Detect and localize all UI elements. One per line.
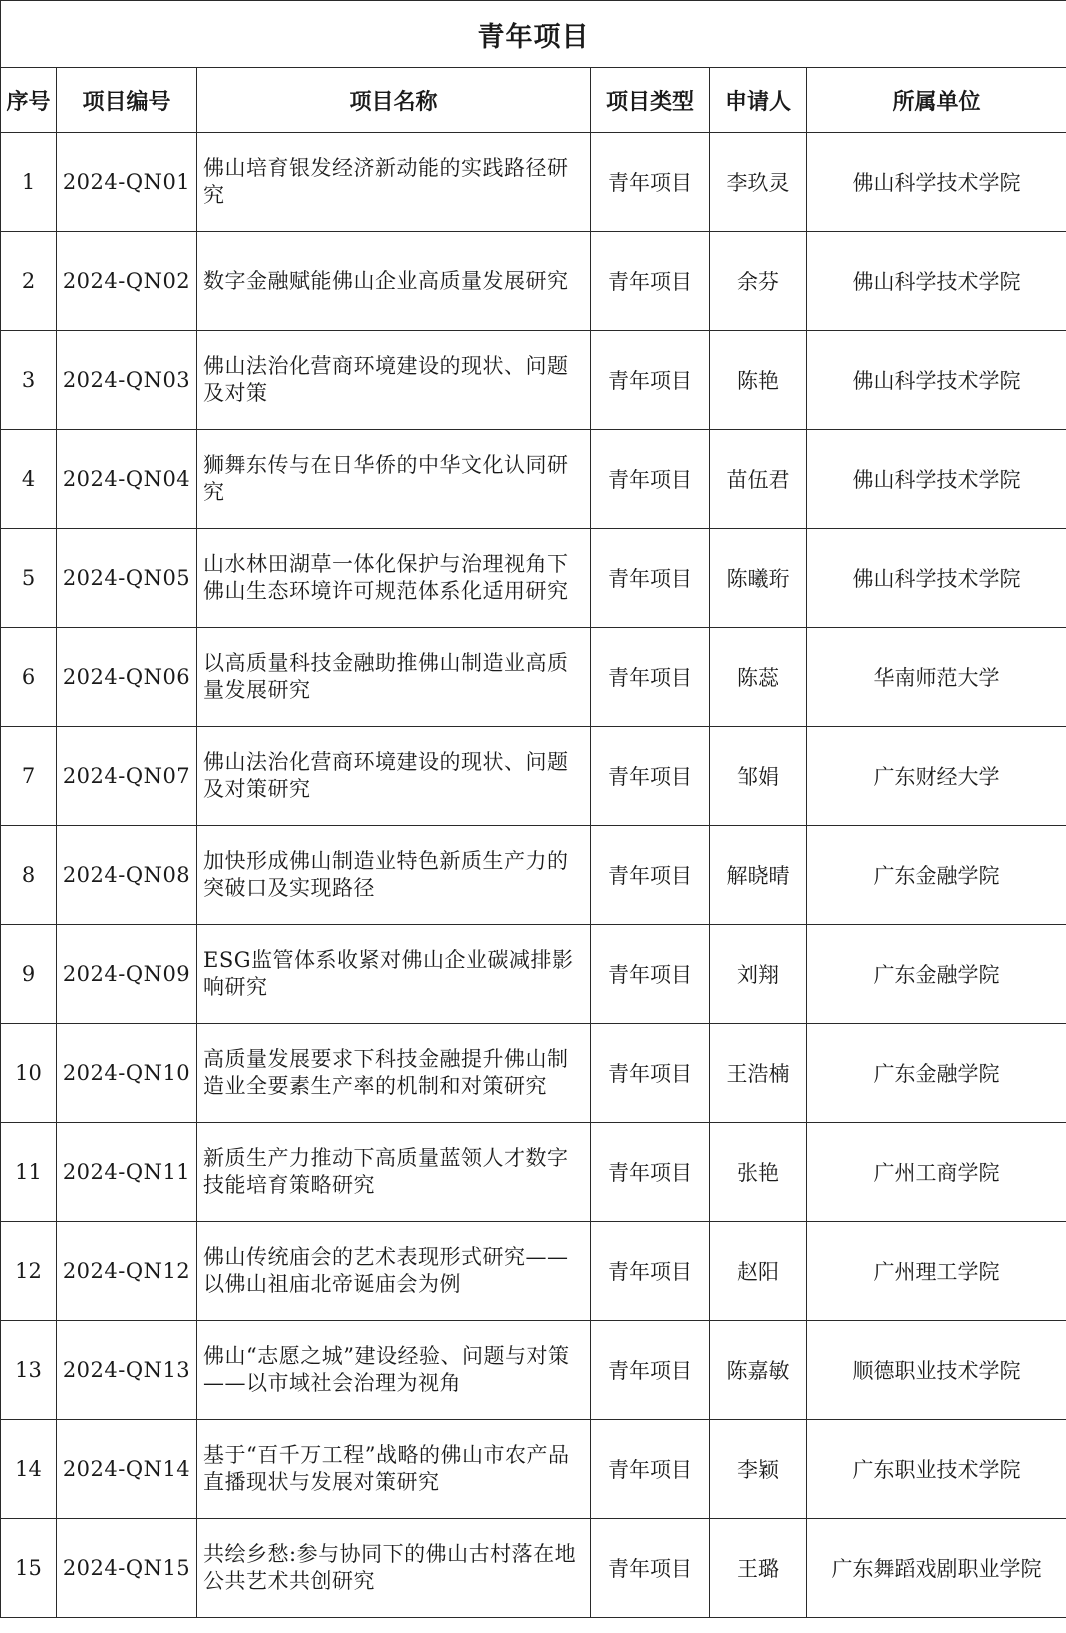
table-row: [1, 529, 1066, 628]
cell-unit: 华南师范大学: [807, 628, 1066, 727]
cell-applicant: 李颖: [710, 1420, 807, 1519]
cell-code: 2024-QN10: [57, 1024, 197, 1123]
cell-type: 青年项目: [591, 232, 710, 331]
cell-index: 4: [1, 430, 57, 529]
cell-applicant: 陈艳: [710, 331, 807, 430]
cell-name: 狮舞东传与在日华侨的中华文化认同研究: [197, 430, 591, 529]
cell-applicant: 王浩楠: [710, 1024, 807, 1123]
table-row: [1, 727, 1066, 826]
cell-unit: 广州工商学院: [807, 1123, 1066, 1222]
cell-type: 青年项目: [591, 1222, 710, 1321]
table-body: [1, 133, 1066, 1618]
table-row: [1, 1123, 1066, 1222]
cell-unit: 佛山科学技术学院: [807, 133, 1066, 232]
cell-type: 青年项目: [591, 1123, 710, 1222]
cell-code: 2024-QN02: [57, 232, 197, 331]
cell-type: 青年项目: [591, 331, 710, 430]
column-header-applicant: 申请人: [710, 68, 807, 133]
cell-type: 青年项目: [591, 430, 710, 529]
cell-name: 高质量发展要求下科技金融提升佛山制造业全要素生产率的机制和对策研究: [197, 1024, 591, 1123]
cell-index: 8: [1, 826, 57, 925]
cell-name: 新质生产力推动下高质量蓝领人才数字技能培育策略研究: [197, 1123, 591, 1222]
cell-unit: 顺德职业技术学院: [807, 1321, 1066, 1420]
cell-index: 10: [1, 1024, 57, 1123]
cell-applicant: 张艳: [710, 1123, 807, 1222]
table-row: [1, 133, 1066, 232]
cell-name: 佛山传统庙会的艺术表现形式研究——以佛山祖庙北帝诞庙会为例: [197, 1222, 591, 1321]
cell-applicant: 陈嘉敏: [710, 1321, 807, 1420]
table-title: 青年项目: [1, 1, 1066, 68]
cell-type: 青年项目: [591, 727, 710, 826]
column-header-code: 项目编号: [57, 68, 197, 133]
cell-index: 11: [1, 1123, 57, 1222]
cell-code: 2024-QN08: [57, 826, 197, 925]
cell-type: 青年项目: [591, 1420, 710, 1519]
table-row: [1, 925, 1066, 1024]
column-header-unit: 所属单位: [807, 68, 1066, 133]
cell-applicant: 王璐: [710, 1519, 807, 1618]
cell-unit: 广东金融学院: [807, 1024, 1066, 1123]
table-row: [1, 232, 1066, 331]
cell-unit: 佛山科学技术学院: [807, 232, 1066, 331]
cell-name: 佛山培育银发经济新动能的实践路径研究: [197, 133, 591, 232]
table-row: [1, 1321, 1066, 1420]
cell-applicant: 赵阳: [710, 1222, 807, 1321]
cell-unit: 广东金融学院: [807, 826, 1066, 925]
table-row: [1, 628, 1066, 727]
cell-type: 青年项目: [591, 826, 710, 925]
column-header-type: 项目类型: [591, 68, 710, 133]
cell-applicant: 苗伍君: [710, 430, 807, 529]
cell-code: 2024-QN07: [57, 727, 197, 826]
cell-unit: 广东职业技术学院: [807, 1420, 1066, 1519]
table-row: [1, 1420, 1066, 1519]
cell-type: 青年项目: [591, 529, 710, 628]
cell-applicant: 余芬: [710, 232, 807, 331]
column-header-index: 序号: [1, 68, 57, 133]
cell-name: 共绘乡愁:参与协同下的佛山古村落在地公共艺术共创研究: [197, 1519, 591, 1618]
cell-code: 2024-QN13: [57, 1321, 197, 1420]
cell-applicant: 李玖灵: [710, 133, 807, 232]
cell-index: 12: [1, 1222, 57, 1321]
cell-name: 基于“百千万工程”战略的佛山市农产品直播现状与发展对策研究: [197, 1420, 591, 1519]
cell-unit: 佛山科学技术学院: [807, 529, 1066, 628]
cell-type: 青年项目: [591, 1024, 710, 1123]
table-header-row: [1, 68, 1066, 133]
cell-unit: 广东金融学院: [807, 925, 1066, 1024]
cell-type: 青年项目: [591, 133, 710, 232]
cell-code: 2024-QN05: [57, 529, 197, 628]
cell-code: 2024-QN14: [57, 1420, 197, 1519]
table-row: [1, 1519, 1066, 1618]
cell-name: ESG监管体系收紧对佛山企业碳减排影响研究: [197, 925, 591, 1024]
cell-name: 佛山法治化营商环境建设的现状、问题及对策: [197, 331, 591, 430]
cell-code: 2024-QN15: [57, 1519, 197, 1618]
cell-index: 3: [1, 331, 57, 430]
cell-applicant: 邹娟: [710, 727, 807, 826]
cell-index: 1: [1, 133, 57, 232]
cell-unit: 广东舞蹈戏剧职业学院: [807, 1519, 1066, 1618]
cell-index: 6: [1, 628, 57, 727]
cell-type: 青年项目: [591, 628, 710, 727]
cell-index: 14: [1, 1420, 57, 1519]
cell-code: 2024-QN12: [57, 1222, 197, 1321]
cell-type: 青年项目: [591, 1519, 710, 1618]
cell-applicant: 刘翔: [710, 925, 807, 1024]
cell-code: 2024-QN06: [57, 628, 197, 727]
cell-index: 15: [1, 1519, 57, 1618]
cell-applicant: 陈蕊: [710, 628, 807, 727]
cell-name: 加快形成佛山制造业特色新质生产力的突破口及实现路径: [197, 826, 591, 925]
cell-type: 青年项目: [591, 1321, 710, 1420]
cell-applicant: 陈曦珩: [710, 529, 807, 628]
cell-code: 2024-QN04: [57, 430, 197, 529]
cell-name: 以高质量科技金融助推佛山制造业高质量发展研究: [197, 628, 591, 727]
table-title-row: [1, 1, 1066, 68]
cell-name: 佛山“志愿之城”建设经验、问题与对策——以市域社会治理为视角: [197, 1321, 591, 1420]
cell-code: 2024-QN11: [57, 1123, 197, 1222]
cell-name: 佛山法治化营商环境建设的现状、问题及对策研究: [197, 727, 591, 826]
cell-code: 2024-QN09: [57, 925, 197, 1024]
table-row: [1, 1222, 1066, 1321]
column-header-name: 项目名称: [197, 68, 591, 133]
cell-index: 9: [1, 925, 57, 1024]
cell-index: 13: [1, 1321, 57, 1420]
cell-unit: 广东财经大学: [807, 727, 1066, 826]
cell-index: 2: [1, 232, 57, 331]
cell-applicant: 解晓晴: [710, 826, 807, 925]
table-row: [1, 1024, 1066, 1123]
cell-name: 数字金融赋能佛山企业高质量发展研究: [197, 232, 591, 331]
cell-unit: 佛山科学技术学院: [807, 331, 1066, 430]
cell-index: 5: [1, 529, 57, 628]
table-row: [1, 826, 1066, 925]
cell-name: 山水林田湖草一体化保护与治理视角下佛山生态环境许可规范体系化适用研究: [197, 529, 591, 628]
cell-type: 青年项目: [591, 925, 710, 1024]
cell-code: 2024-QN03: [57, 331, 197, 430]
table-row: [1, 430, 1066, 529]
table-row: [1, 331, 1066, 430]
cell-index: 7: [1, 727, 57, 826]
cell-unit: 佛山科学技术学院: [807, 430, 1066, 529]
cell-code: 2024-QN01: [57, 133, 197, 232]
cell-unit: 广州理工学院: [807, 1222, 1066, 1321]
